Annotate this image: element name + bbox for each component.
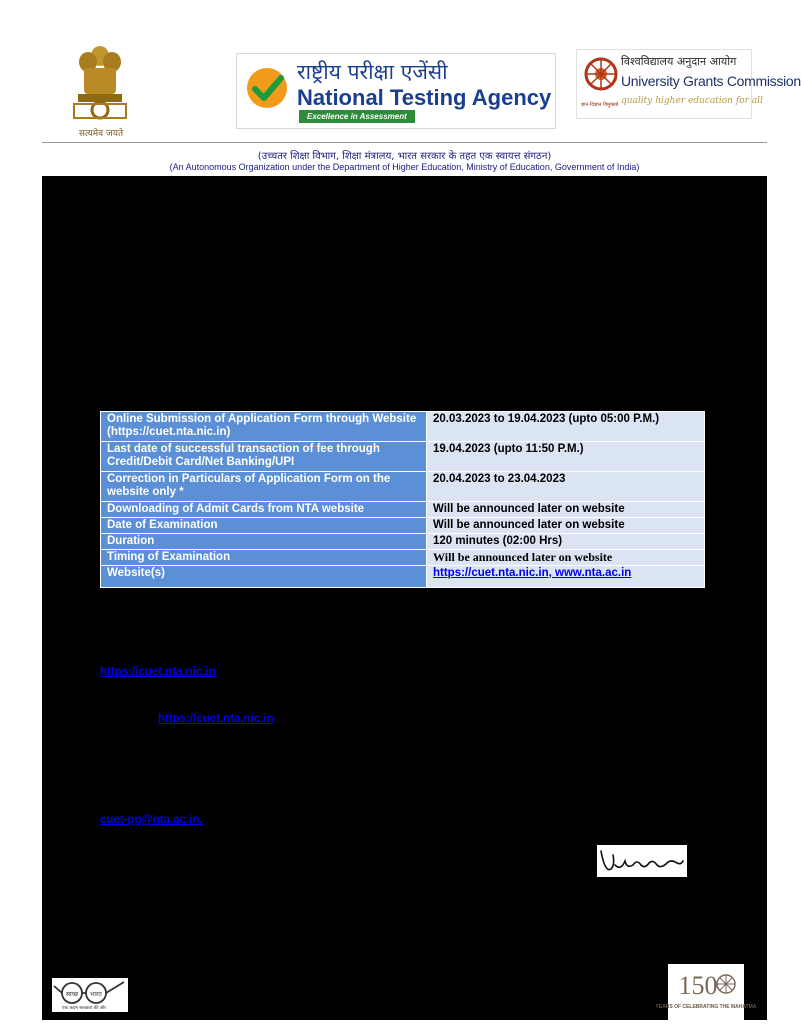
schedule-label: Date of Examination	[101, 518, 427, 534]
website-cell	[427, 566, 705, 588]
charkha-icon	[655, 964, 757, 1020]
schedule-label: Online Submission of Application Form through Website (https://cuet.nta.nic.in)	[101, 412, 427, 442]
swachh-left-text: स्वच्छ	[65, 991, 79, 998]
schedule-value: 20.03.2023 to 19.04.2023 (upto 05:00 P.M.)	[427, 412, 705, 442]
gandhi-number: 150	[678, 971, 718, 1000]
nta-tagline: Excellence in Assessment	[299, 110, 415, 123]
ugc-emblem-icon	[583, 54, 619, 100]
schedule-label: Timing of Examination	[101, 550, 427, 566]
nta-logo	[236, 53, 556, 129]
signature	[597, 845, 687, 877]
schedule-table	[100, 411, 705, 588]
email-link[interactable]: cuet-pg@nta.ac.in.	[100, 814, 203, 826]
table-row	[101, 566, 705, 588]
cuet-website-link[interactable]: https://cuet.nta.nic.in	[158, 713, 274, 725]
ugc-hindi-name: विश्वविद्यालय अनुदान आयोग	[621, 55, 737, 68]
schedule-value: 19.04.2023 (upto 11:50 P.M.)	[427, 442, 705, 472]
swachh-bharat-logo	[52, 978, 128, 1012]
table-row	[101, 502, 705, 518]
gandhi-caption: YEARS OF CELEBRATING THE MAHATMA	[655, 1004, 757, 1010]
schedule-label: Last date of successful transaction of fee through Credit/Debit Card/Net Banking/UPI	[101, 442, 427, 472]
gandhi-150-logo	[655, 964, 757, 1020]
glasses-icon	[52, 978, 128, 1012]
nta-english-name: National Testing Agency	[297, 85, 552, 110]
letterhead	[42, 40, 801, 176]
table-row	[101, 550, 705, 566]
schedule-label: Downloading of Admit Cards from NTA website	[101, 502, 427, 518]
table-row	[101, 472, 705, 502]
swachh-caption: एक कदम स्वच्छता की ओर	[61, 1006, 107, 1011]
checkmark-logo-icon	[245, 66, 289, 110]
ugc-tagline: quality higher education for all	[621, 96, 763, 106]
table-row	[101, 534, 705, 550]
cuet-website-link[interactable]: https://cuet.nta.nic.in	[100, 666, 216, 678]
schedule-label: Duration	[101, 534, 427, 550]
schedule-value: 120 minutes (02:00 Hrs)	[427, 534, 705, 550]
signature-icon	[597, 845, 687, 877]
table-row	[101, 518, 705, 534]
table-row	[101, 442, 705, 472]
emblem-caption: सत्यमेव जयते	[78, 129, 124, 139]
schedule-label: Website(s)	[101, 566, 427, 588]
ugc-motto: ज्ञान-विज्ञान विमुक्तये	[581, 102, 619, 108]
schedule-value: Will be announced later on website	[427, 518, 705, 534]
nta-hindi-name: राष्ट्रीय परीक्षा एजेंसी	[297, 60, 448, 84]
website-link[interactable]: https://cuet.nta.nic.in, www.nta.ac.in	[433, 567, 632, 579]
schedule-value: Will be announced later on website	[427, 502, 705, 518]
ugc-logo	[576, 49, 801, 119]
ugc-english-name: University Grants Commission	[621, 73, 801, 89]
table-row	[101, 412, 705, 442]
hindi-subtitle: (उच्चतर शिक्षा विभाग, शिक्षा मंत्रालय, भारत सरकार के तहत एक स्वायत्त संगठन)	[257, 151, 552, 162]
schedule-label: Correction in Particulars of Application Form on the website only *	[101, 472, 427, 502]
english-subtitle: (An Autonomous Organization under the Department of Higher Education, Ministry of Education, Government of India)	[169, 162, 640, 172]
swachh-right-text: भारत	[90, 991, 102, 998]
schedule-value: 20.04.2023 to 23.04.2023	[427, 472, 705, 502]
national-emblem-icon	[66, 40, 134, 136]
header-divider	[42, 142, 767, 143]
schedule-value: Will be announced later on website	[427, 550, 705, 566]
